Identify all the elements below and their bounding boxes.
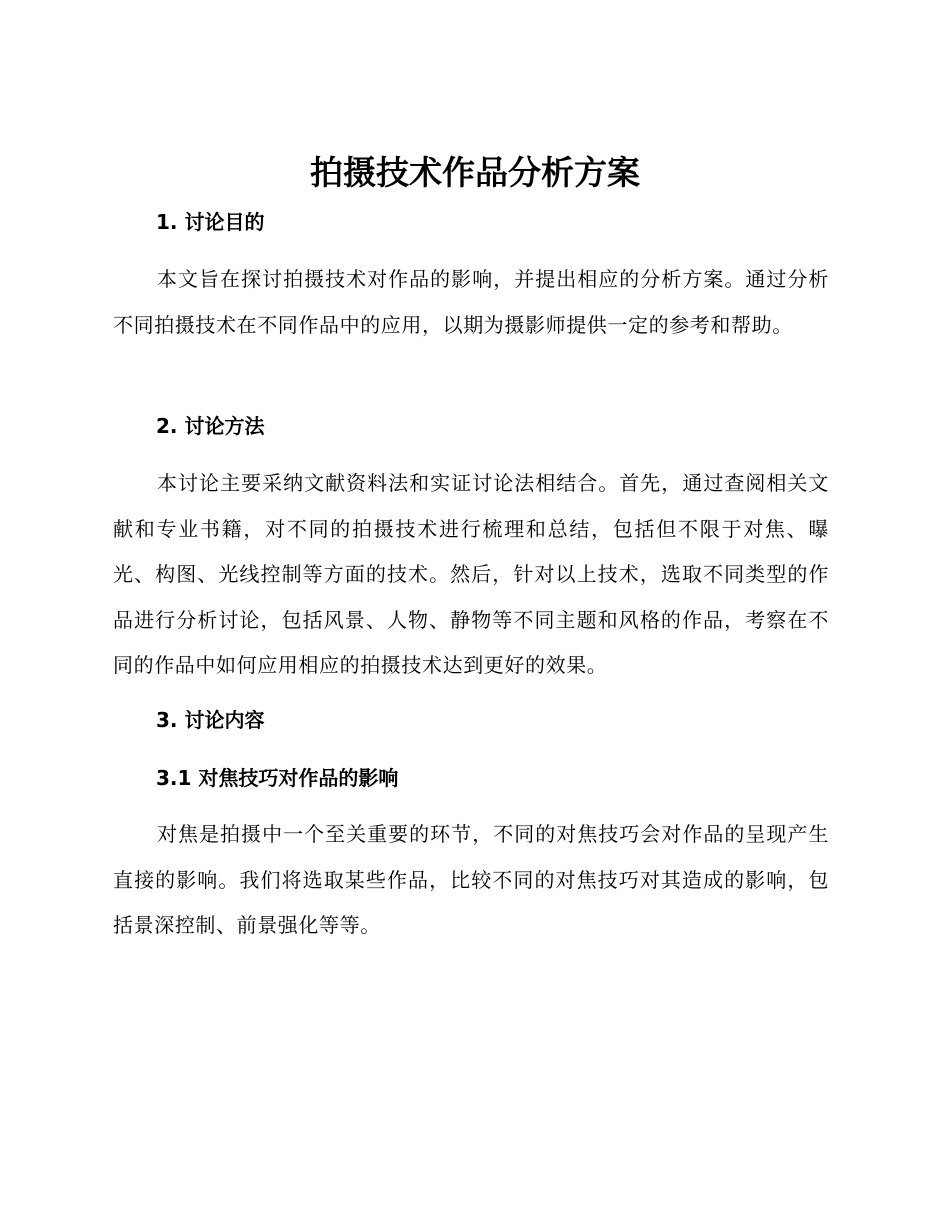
section-heading-purpose: 1. 讨论目的 [156,210,265,234]
subsection-heading-focus: 3.1 对焦技巧对作品的影响 [156,766,399,790]
section-heading-content: 3. 讨论内容 [156,708,265,732]
section-paragraph-purpose: 本文旨在探讨拍摄技术对作品的影响，并提出相应的分析方案。通过分析不同拍摄技术在不同作品中的应用，以期为摄影师提供一定的参考和帮助。 [113,267,829,337]
document-title: 拍摄技术作品分析方案 [310,153,640,192]
subsection-paragraph-focus: 对焦是拍摄中一个至关重要的环节，不同的对焦技巧会对作品的呈现产生直接的影响。我们将选取某些作品，比较不同的对焦技巧对其造成的影响，包括景深控制、前景强化等等。 [113,822,829,937]
section-heading-method: 2. 讨论方法 [156,414,265,438]
section-paragraph-method: 本讨论主要采纳文献资料法和实证讨论法相结合。首先，通过查阅相关文献和专业书籍，对不同的拍摄技术进行梳理和总结，包括但不限于对焦、曝光、构图、光线控制等方面的技术。然后，针对以上技术，选取不同类型的作品进行分析讨论，包括风景、人物、静物等不同主题和风格的作品，考察在不同的作品中如何应用相应的拍摄技术达到更好的效果。 [113,471,829,677]
